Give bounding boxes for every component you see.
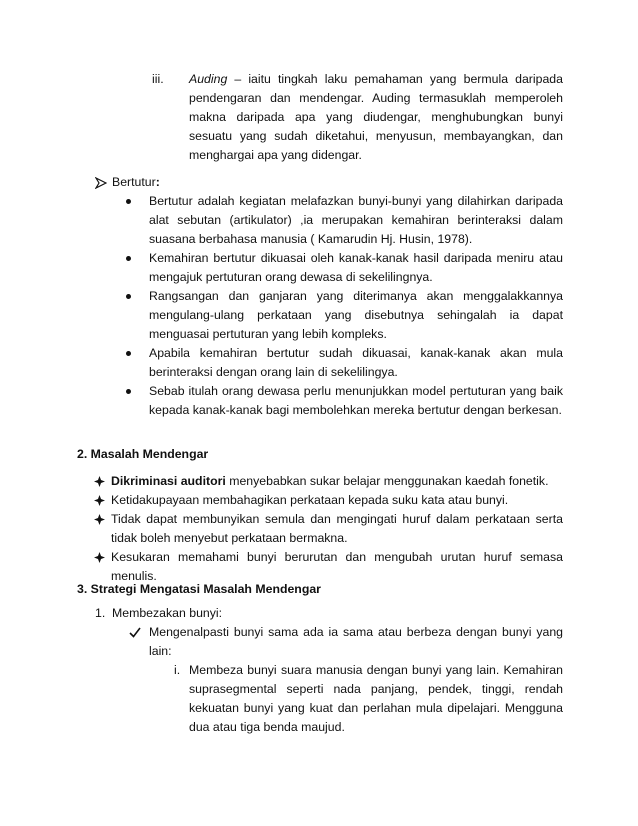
list-item: Kemahiran bertutur dikuasai oleh kanak-kanak hasil daripada meniru atau mengajuk pertuturan orang dewasa di sekelilingnya. <box>149 249 563 287</box>
diamond-bullet-icon <box>94 476 105 487</box>
auding-term: Auding <box>189 72 228 86</box>
step1-label: Membezakan bunyi: <box>112 606 223 620</box>
list-item: Tidak dapat membunyikan semula dan mengingati huruf dalam perkataan serta tidak boleh menyebut perkataan bermakna. <box>111 510 563 548</box>
list-item: Ketidakupayaan membahagikan perkataan kepada suku kata atau bunyi. <box>111 491 563 510</box>
section2-title: 2. Masalah Mendengar <box>77 447 209 461</box>
bullet-dot-icon <box>126 199 131 204</box>
diamond-bullet-icon <box>94 514 105 525</box>
bullet-dot-icon <box>126 294 131 299</box>
list-item: Bertutur adalah kegiatan melafazkan bunyi-bunyi yang dilahirkan daripada alat sebutan (artikulator) ,ia merupakan kemahiran berinteraksi dalam suasana berbahasa manusia ( Kamarudin Hj. Husin, 1978). <box>149 192 563 249</box>
sub-item-text: Membeza bunyi suara manusia dengan bunyi yang lain. Kemahiran suprasegmental seperti nada panjang, pendek, tinggi, rendah kekuatan bunyi yang kuat dan perlahan mula dipelajari. Mengguna dua atau tiga benda maujud. <box>189 663 563 734</box>
auding-numeral: iii. <box>152 72 164 86</box>
bullet-dot-icon <box>126 389 131 394</box>
bertutur-list <box>0 192 638 420</box>
list-item: Rangsangan dan ganjaran yang diterimanya akan menggalakkannya mengulang-ulang perkataan yang disebutnya sehingalah ia dapat menguasai pertuturan yang lebih kompleks. <box>149 287 563 344</box>
step1-number: 1. <box>95 606 106 620</box>
diamond-bullet-icon <box>94 552 105 563</box>
section2-list <box>0 472 638 586</box>
section3-title: 3. Strategi Mengatasi Masalah Mendengar <box>77 582 321 596</box>
list-item: Dikriminasi auditori menyebabkan sukar belajar menggunakan kaedah fonetik. <box>111 472 563 491</box>
auding-paragraph <box>189 70 563 165</box>
diamond-bullet-icon <box>94 495 105 506</box>
list-item: Sebab itulah orang dewasa perlu menunjukkan model pertuturan yang baik kepada kanak-kanak bagi membolehkan mereka bertutur dengan berkesan. <box>149 382 563 420</box>
list-item: Apabila kemahiran bertutur sudah dikuasai, kanak-kanak akan mula berinteraksi dengan orang lain di sekelilingya. <box>149 344 563 382</box>
bertutur-heading: Bertutur: <box>112 175 160 189</box>
check-item-text: Mengenalpasti bunyi sama ada ia sama atau berbeza dengan bunyi yang lain: <box>149 625 563 658</box>
list-item: Kesukaran memahami bunyi berurutan dan mengubah urutan huruf semasa menulis. <box>111 548 563 586</box>
bertutur-arrow-icon <box>95 177 107 189</box>
bullet-dot-icon <box>126 256 131 261</box>
checkmark-icon <box>129 627 141 638</box>
bullet-dot-icon <box>126 351 131 356</box>
auding-text: – iaitu tingkah laku pemahaman yang bermula daripada pendengaran dan mendengar. Auding termasuklah memperoleh makna daripada apa yang diudengar, menghubungkan bunyi sesuatu yang sudah diketahui, menyusun, membayangkan, dan menghargai apa yang didengar. <box>189 72 563 162</box>
sub-item-number: i. <box>174 663 181 677</box>
